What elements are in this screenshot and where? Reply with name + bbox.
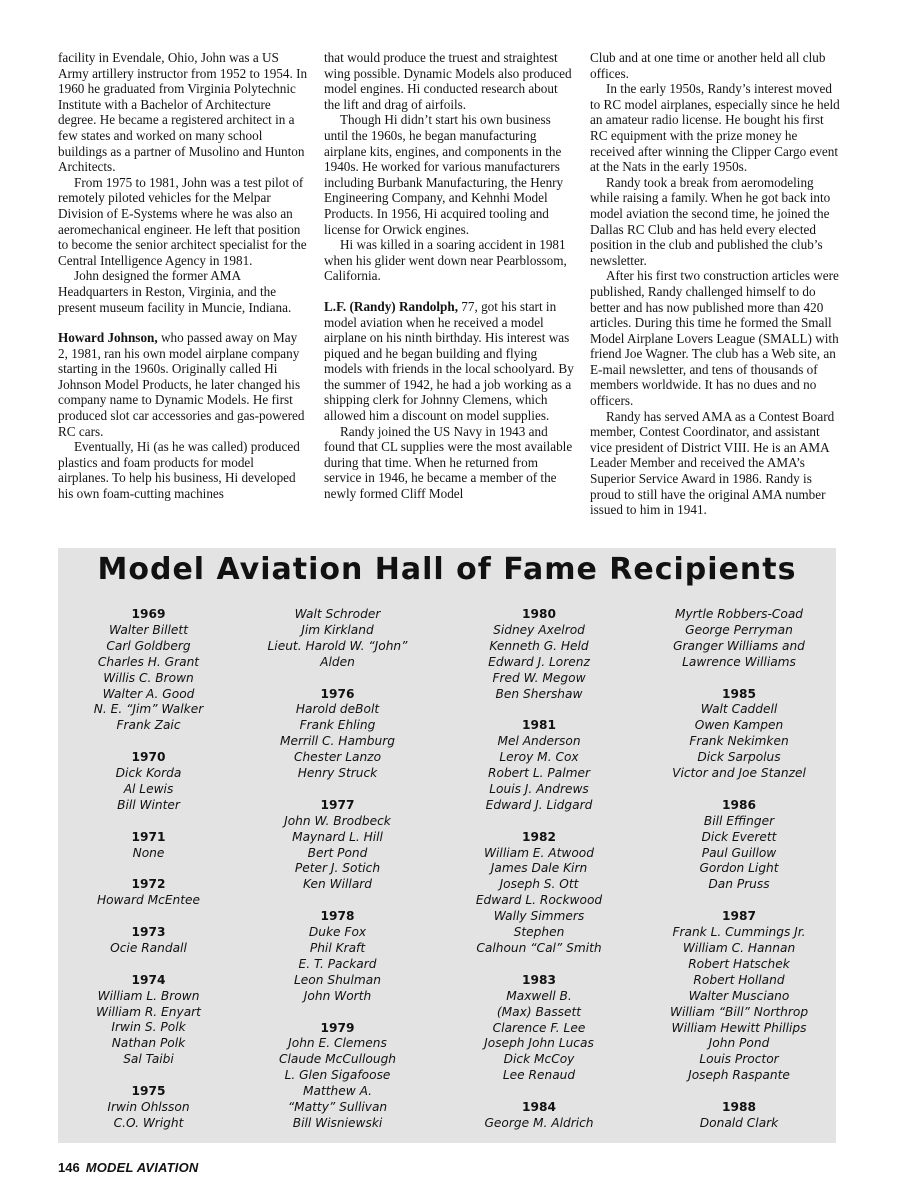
recipient-name: Sidney Axelrod: [493, 622, 585, 637]
paragraph-text: Eventually, Hi (as he was called) produced plastics and foam products for model airplanes. To help his business, Hi developed his own foam-cutting machines: [58, 439, 300, 502]
hof-column-2: [239, 607, 436, 1132]
recipient-name: Charles H. Grant: [97, 654, 200, 669]
induction-year: 1979: [320, 1020, 355, 1035]
page-number: 146: [58, 1160, 80, 1175]
group-spacer: [642, 782, 836, 798]
induction-year: 1971: [131, 829, 166, 844]
group-spacer: [58, 957, 239, 973]
recipient-name: Clarence F. Lee: [492, 1020, 586, 1035]
recipient-name: Walter Billett: [109, 622, 188, 637]
induction-year: 1976: [320, 686, 355, 701]
article-paragraph: [590, 81, 840, 175]
hall-of-fame-list: [58, 607, 836, 1132]
induction-year: 1974: [131, 972, 166, 987]
induction-year: 1977: [320, 797, 355, 812]
recipient-name: Frank L. Cummings Jr.: [672, 925, 806, 940]
recipient-name: Dick Korda: [115, 766, 182, 781]
recipient-name: Edward J. Lidgard: [485, 797, 593, 812]
recipient-name: John Pond: [708, 1036, 770, 1051]
recipient-name: Joseph S. Ott: [499, 877, 579, 892]
person-name-lead: L.F. (Randy) Randolph,: [324, 298, 458, 314]
article-paragraph: [58, 439, 308, 501]
article-paragraph: [58, 330, 308, 439]
paragraph-text: Hi was killed in a soaring accident in 1981 when his glider went down near Pearblossom, California.: [324, 237, 567, 284]
induction-year: 1981: [522, 718, 556, 733]
group-spacer: [436, 702, 642, 718]
article-paragraph: [590, 175, 840, 269]
recipient-name: Phil Kraft: [309, 940, 366, 955]
induction-year: 1987: [722, 909, 756, 924]
group-spacer: [239, 782, 436, 798]
induction-year: 1972: [131, 877, 166, 892]
group-spacer: [58, 814, 239, 830]
recipient-name: Harold deBolt: [295, 702, 380, 717]
article-paragraph: [324, 112, 574, 237]
group-spacer: [436, 957, 642, 973]
recipient-name: Joseph Raspante: [688, 1068, 790, 1083]
recipient-name: Lieut. Harold W. “John”: [267, 638, 408, 653]
group-spacer: [239, 671, 436, 687]
induction-year: 1983: [522, 972, 556, 987]
recipient-name: Nathan Polk: [111, 1036, 186, 1051]
hall-of-fame-title: Model Aviation Hall of Fame Recipients: [97, 552, 797, 587]
recipient-name: Paul Guillow: [701, 845, 777, 860]
group-spacer: [436, 1084, 642, 1100]
article-column-2: [324, 50, 574, 530]
recipient-name: Granger Williams and: [673, 638, 805, 653]
hof-column-3: [436, 607, 642, 1132]
recipient-name: Edward L. Rockwood: [475, 893, 603, 908]
recipient-name: George Perryman: [685, 622, 793, 637]
paragraph-text: who passed away on May 2, 1981, ran his own model airplane company starting in the 1960s. Originally called Hi Johnson Model Products, he later changed his company name to Dynamic Models. He first produced slot car accessories and gas-powered RC cars.: [58, 330, 305, 439]
recipient-name: Carl Goldberg: [106, 638, 191, 653]
recipient-name: E. T. Packard: [298, 956, 377, 971]
paragraph-text: facility in Evendale, Ohio, John was a US Army artillery instructor from 1952 to 1954. In 1960 he graduated from Virginia Polytechnic Institute with a Bachelor of Architecture degree. He became a registered architect in a few states and worked on many school buildings as a partner of Musolino and Hunton Architects.: [58, 50, 308, 175]
paragraph-text: that would produce the truest and straightest wing possible. Dynamic Models also produced model engines. Hi conducted research about the lift and drag of airfoils.: [324, 50, 572, 112]
recipient-name: Walter A. Good: [102, 686, 195, 701]
induction-year: 1985: [722, 686, 756, 701]
recipient-name: Victor and Joe Stanzel: [672, 766, 806, 781]
article-paragraph: [590, 409, 840, 518]
magazine-name: MODEL AVIATION: [85, 1160, 199, 1175]
recipient-name: Dick Sarpolus: [697, 750, 781, 765]
group-spacer: [642, 671, 836, 687]
group-spacer: [58, 1068, 239, 1084]
article-paragraph: [58, 50, 308, 175]
recipient-name: John E. Clemens: [288, 1036, 387, 1051]
induction-year: 1970: [131, 750, 166, 765]
group-spacer: [436, 814, 642, 830]
recipient-name: Chester Lanzo: [293, 750, 382, 765]
recipient-name: William C. Hannan: [682, 940, 796, 955]
person-name-lead: Howard Johnson,: [58, 330, 158, 346]
recipient-name: Bill Effinger: [703, 813, 775, 828]
recipient-name: Alden: [320, 654, 355, 669]
article-column-1: [58, 50, 308, 530]
paragraph-text: After his first two construction articles were published, Randy challenged himself to do better and has now published more than 420 articles. During this time he formed the Small Model Airplane Lovers League (SMALL) with friend Joe Wagner. The club has a Web site, an E-mail newsletter, and tens of thousands of members worldwide. It has no dues and no officers.: [590, 268, 839, 409]
recipient-name: Frank Ehling: [299, 718, 376, 733]
hall-of-fame-box: [58, 548, 836, 1143]
paragraph-text: In the early 1950s, Randy’s interest moved to RC model airplanes, especially since he held an amateur radio license. He bought his first RC equipment with the prize money he received after winning the Clipper Cargo event at the Nats in the early 1950s.: [590, 81, 840, 175]
hof-column-1: [58, 607, 239, 1132]
recipient-name: Ocie Randall: [110, 940, 187, 955]
recipient-name: William L. Brown: [97, 988, 200, 1003]
recipient-name: Owen Kampen: [694, 718, 784, 733]
recipient-name: Donald Clark: [699, 1115, 779, 1130]
recipient-name: Leon Shulman: [294, 972, 381, 987]
recipient-name: Kenneth G. Held: [489, 638, 589, 653]
page-footer: [58, 1160, 199, 1175]
group-spacer: [239, 1005, 436, 1021]
group-spacer: [642, 893, 836, 909]
recipient-name: (Max) Bassett: [496, 1004, 582, 1019]
paragraph-text: Randy has served AMA as a Contest Board member, Contest Coordinator, and assistant vice president of District VIII. He is an AMA Leader Member and received the AMA’s Superior Service Award in 1986. Randy is proud to still have the original AMA number issued to him in 1941.: [590, 408, 835, 518]
group-spacer: [239, 893, 436, 909]
recipient-name: William R. Enyart: [96, 1004, 201, 1019]
recipient-name: Edward J. Lorenz: [488, 654, 590, 669]
induction-year: 1982: [522, 829, 556, 844]
recipient-name: Lee Renaud: [502, 1068, 576, 1083]
recipient-name: Myrtle Robbers-Coad: [674, 607, 804, 621]
recipient-name: William E. Atwood: [484, 845, 594, 860]
recipient-name: Ken Willard: [302, 877, 373, 892]
article-paragraph: [590, 268, 840, 408]
recipient-name: Willis C. Brown: [103, 670, 194, 685]
recipient-name: C.O. Wright: [113, 1115, 184, 1130]
group-spacer: [58, 734, 239, 750]
recipient-name: Mel Anderson: [497, 734, 581, 749]
recipient-name: L. Glen Sigafoose: [284, 1068, 391, 1083]
recipient-name: Robert L. Palmer: [488, 766, 590, 781]
recipient-name: Bill Winter: [117, 797, 180, 812]
recipient-name: N. E. “Jim” Walker: [93, 702, 204, 717]
article-column-3: [590, 50, 840, 530]
recipient-name: George M. Aldrich: [484, 1115, 594, 1130]
recipient-name: Lawrence Williams: [682, 654, 796, 669]
recipient-name: Jim Kirkland: [301, 622, 374, 637]
recipient-name: Walter Musciano: [688, 988, 790, 1003]
recipient-name: Henry Struck: [297, 766, 378, 781]
group-spacer: [58, 909, 239, 925]
induction-year: 1973: [131, 925, 166, 940]
recipient-name: Robert Hatschek: [688, 956, 790, 971]
recipient-name: Gordon Light: [699, 861, 779, 876]
article-paragraph: [324, 299, 574, 424]
recipient-name: Maxwell B.: [506, 988, 572, 1003]
group-spacer: [642, 1084, 836, 1100]
recipient-name: Wally Simmers: [493, 909, 585, 924]
induction-year: 1984: [522, 1100, 556, 1115]
recipient-name: William Hewitt Phillips: [671, 1020, 807, 1035]
recipient-name: Dick McCoy: [503, 1052, 575, 1067]
article-paragraph: [324, 424, 574, 502]
recipient-name: Bill Wisniewski: [292, 1115, 383, 1130]
recipient-name: Bert Pond: [307, 845, 368, 860]
paragraph-text: Randy took a break from aeromodeling while raising a family. When he got back into model aviation the second time, he joined the Dallas RC Club and has held every elected position in the club and published the club’s newsletter.: [590, 174, 831, 268]
recipient-name: “Matty” Sullivan: [287, 1100, 388, 1115]
article-body: [58, 50, 840, 530]
recipient-name: Frank Zaic: [116, 718, 181, 733]
recipient-name: Dick Everett: [701, 829, 777, 844]
recipient-name: Walt Caddell: [700, 702, 778, 717]
paragraph-text: 77, got his start in model aviation when he received a model airplane on his ninth birthday. His interest was piqued and he began building and flying models with friends in the local schoolyard. By the summer of 1942, he had a job working as a shipping clerk for Johnny Clemens, which allowed him a discount on model supplies.: [324, 298, 574, 424]
induction-year: 1988: [722, 1100, 756, 1115]
recipient-name: Walt Schroder: [294, 607, 381, 621]
group-spacer: [58, 861, 239, 877]
recipient-name: Louis J. Andrews: [489, 781, 589, 796]
recipient-name: Matthew A.: [302, 1084, 373, 1099]
article-paragraph: [58, 175, 308, 269]
paragraph-text: Club and at one time or another held all club offices.: [590, 50, 826, 81]
induction-year: 1975: [131, 1084, 166, 1099]
recipient-name: John W. Brodbeck: [284, 813, 391, 828]
recipient-name: James Dale Kirn: [490, 861, 588, 876]
recipient-name: Al Lewis: [123, 781, 174, 796]
paragraph-text: John designed the former AMA Headquarters in Reston, Virginia, and the present museum facility in Muncie, Indiana.: [58, 268, 292, 315]
recipient-name: Duke Fox: [308, 925, 367, 940]
recipient-name: Merrill C. Hamburg: [279, 734, 396, 749]
article-paragraph: [324, 50, 574, 112]
paragraph-text: Though Hi didn’t start his own business until the 1960s, he began manufacturing airplane kits, engines, and components in the 1940s. He worked for various manufacturers including Burbank Manufacturing, the Henry Engineering Company, and Kehnhi Model Products. In 1956, Hi acquired tooling and license for Orwick engines.: [324, 112, 564, 237]
recipient-name: Howard McEntee: [96, 893, 201, 908]
recipient-name: Frank Nekimken: [689, 734, 789, 749]
recipient-name: Louis Proctor: [699, 1052, 779, 1067]
recipient-name: John Worth: [303, 988, 372, 1003]
paragraph-text: Randy joined the US Navy in 1943 and found that CL supplies were the most available during that time. When he returned from service in 1946, he became a member of the newly formed Cliff Model: [324, 423, 573, 502]
induction-year: 1969: [131, 607, 166, 621]
article-paragraph: [58, 268, 308, 315]
recipient-name: William “Bill” Northrop: [669, 1004, 809, 1019]
induction-year: 1986: [722, 797, 756, 812]
recipient-name: Joseph John Lucas: [484, 1036, 594, 1051]
recipient-name: Leroy M. Cox: [499, 750, 579, 765]
induction-year: 1978: [320, 909, 355, 924]
recipient-name: None: [132, 845, 165, 860]
recipient-name: Robert Holland: [693, 972, 785, 987]
article-paragraph: [590, 50, 840, 81]
article-paragraph: [324, 237, 574, 284]
recipient-name: Irwin Ohlsson: [107, 1100, 190, 1114]
recipient-name: Peter J. Sotich: [294, 861, 381, 876]
recipient-name: Dan Pruss: [708, 877, 770, 892]
hof-column-4: [642, 607, 836, 1132]
recipient-name: Ben Shershaw: [495, 686, 583, 701]
recipient-name: Calhoun “Cal” Smith: [476, 941, 602, 955]
recipient-name: Claude McCullough: [278, 1052, 397, 1067]
recipient-name: Sal Taibi: [123, 1052, 174, 1067]
recipient-name: Maynard L. Hill: [292, 829, 383, 844]
recipient-name: Stephen: [513, 925, 565, 940]
induction-year: 1980: [522, 607, 556, 621]
recipient-name: Fred W. Megow: [492, 670, 586, 685]
paragraph-text: From 1975 to 1981, John was a test pilot of remotely piloted vehicles for the Melpar Division of E-Systems where he was also an aeromechanical engineer. He left that position to become the senior architect specialist for the Central Intelligence Agency in 1981.: [58, 174, 307, 268]
recipient-name: Irwin S. Polk: [111, 1020, 186, 1035]
